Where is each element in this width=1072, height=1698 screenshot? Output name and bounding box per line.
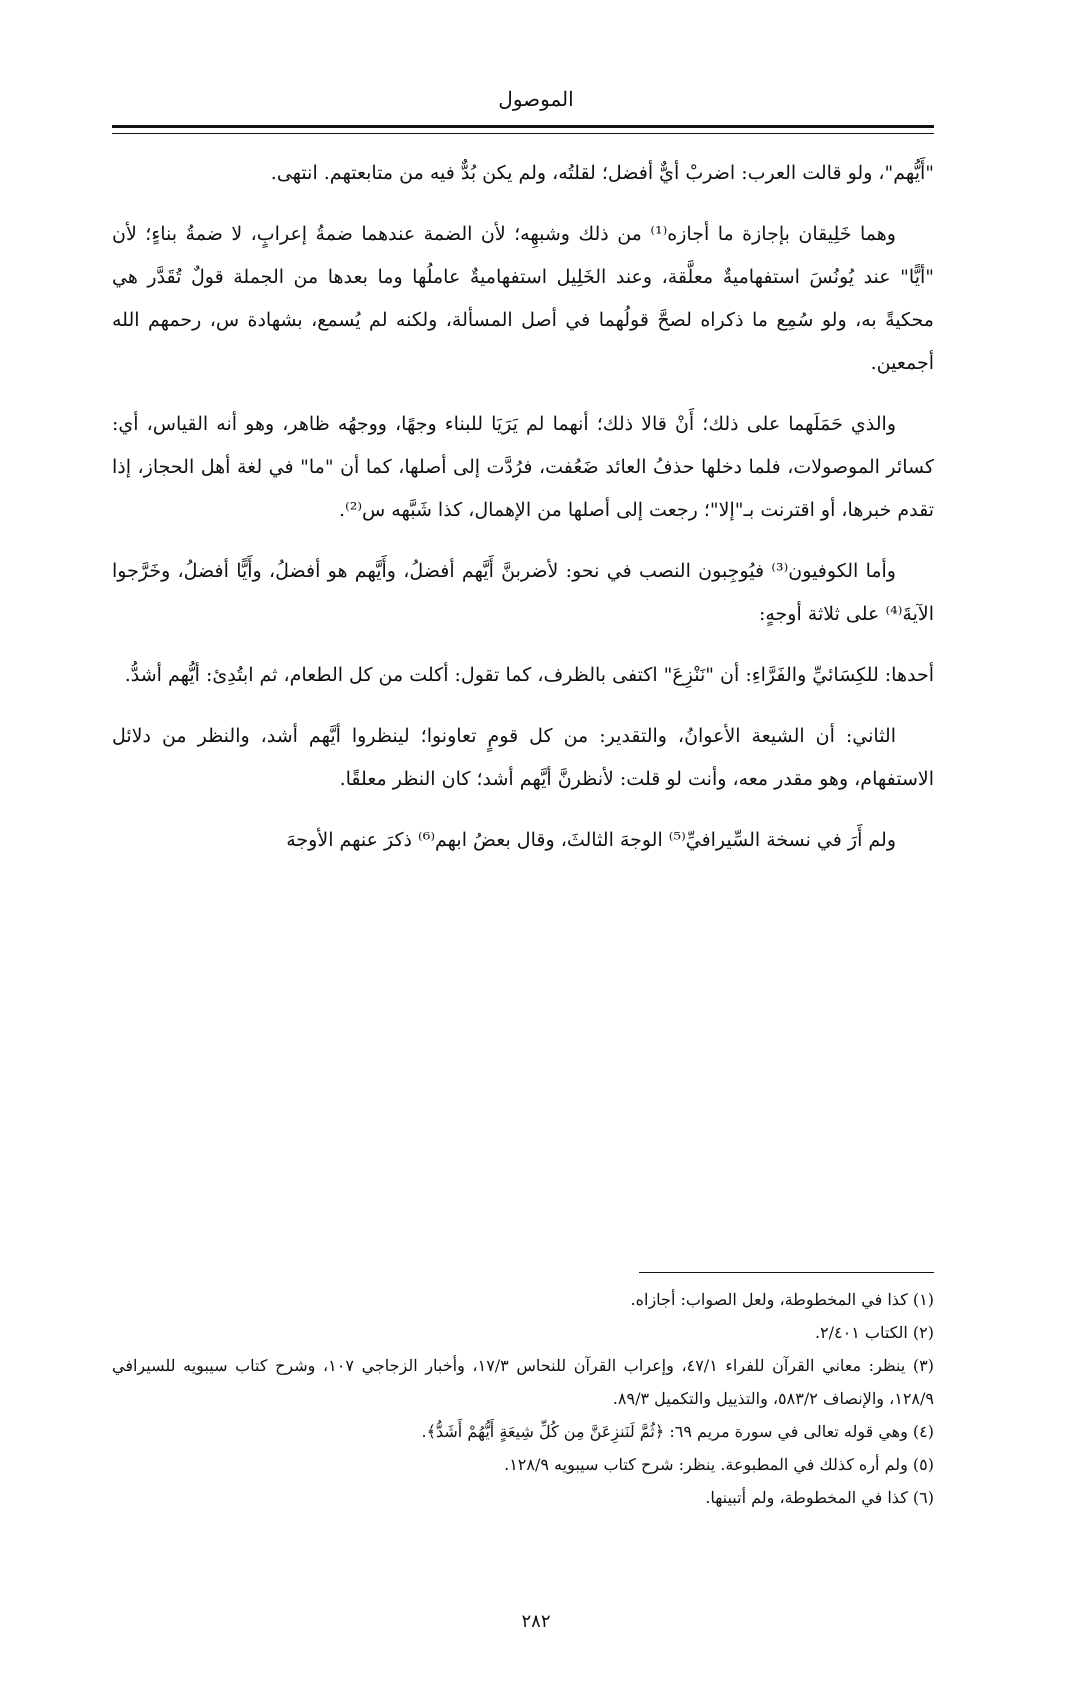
footnotes	[112, 1283, 934, 1514]
paragraph-1: "أَيُّهم"، ولو قالت العرب: اضربْ أيٌّ أفضل؛ لقلتُه، ولم يكن بُدٌّ فيه من متابعتهم. انتهى.	[270, 162, 934, 184]
paragraph-6: الثاني: أن الشيعة الأعوانُ، والتقدير: من كل قومٍ تعاونوا؛ لينظروا أيَّهم أشد، والنظر من دلائل الاستفهام، وهو مقدر معه، وأنت لو قلت: لأنظرنَّ أيَّهم أشد؛ كان النظر معلقًا.	[112, 725, 934, 790]
paragraph-4: وأما الكوفيون⁽³⁾ فيُوجِبون النصب في نحو: لأضربنَّ أَيَّهم أفضلُ، وأَيَّهم هو أفضلُ، وأَيًّا أفضلُ، وخَرَّجوا الآيةَ⁽⁴⁾ على ثلاثة أوجهٍ:	[112, 560, 934, 625]
footnote-6: (٦) كذا في المخطوطة، ولم أتبينها.	[705, 1488, 934, 1507]
page-number: ٢٨٢	[521, 1611, 551, 1632]
header-rule-thick	[112, 125, 934, 128]
header-rule-thin	[112, 133, 934, 134]
footnote-3: (٣) ينظر: معاني القرآن للفراء ٤٧/١، وإعراب القرآن للنحاس ١٧/٣، وأخبار الزجاجي ١٠٧، وشرح كتاب سيبويه للسيرافي ١٢٨/٩، والإنصاف ٥٨٣/٢، والتذييل والتكميل ٨٩/٣.	[112, 1356, 935, 1408]
footnote-4: (٤) وهي قوله تعالى في سورة مريم ٦٩: ﴿ثُمَّ لَنَنزِعَنَّ مِن كُلِّ شِيعَةٍ أَيُّهُمْ أَشَدُّ﴾.	[421, 1422, 934, 1441]
paragraph-2: وهما خَلِيقان بإجازة ما أجازه⁽¹⁾ من ذلك وشبهِه؛ لأن الضمة عندهما ضمةُ إعرابٍ، لا ضمةُ بناءٍ؛ لأن "أيًّا" عند يُونُسَ استفهاميةٌ معلَّقة، وعند الخَلِيل استفهاميةٌ عاملُها وما بعدها من الجملة قولٌ تُقَدَّر هي محكيةً به، ولو سُمِع ما ذكراه لصحَّ قولُهما في أصل المسألة، ولكنه لم يُسمع، بشهادة س، رحمهم الله أجمعين.	[112, 223, 934, 374]
footnote-1: (١) كذا في المخطوطة، ولعل الصواب: أجازاه.	[630, 1290, 934, 1309]
running-head: الموصول	[498, 87, 574, 111]
footnote-2: (٢) الكتاب ٢/٤٠١.	[814, 1323, 934, 1342]
footnote-5: (٥) ولم أره كذلك في المطبوعة. ينظر: شرح كتاب سيبويه ١٢٨/٩.	[504, 1455, 934, 1474]
paragraph-7: ولم أَرَ في نسخة السِّيرافيِّ⁽⁵⁾ الوجهَ الثالثَ، وقال بعضُ ابهم⁽⁶⁾ ذكرَ عنهم الأوجهَ	[286, 829, 896, 851]
footnote-separator	[639, 1272, 934, 1273]
body-text	[112, 152, 934, 880]
paragraph-5: أحدها: للكِسَائيِّ والفَرَّاءِ: أن "نَنْزِعَ" اكتفى بالظرف، كما تقول: أكلت من كل الطعام، ثم ابتُدِئ: أيُّهم أشدُّ.	[124, 664, 934, 686]
paragraph-3: والذي حَمَلَهما على ذلك؛ أَنْ قالا ذلك؛ أنهما لم يَرَيَا للبناء وجهًا، ووجهُه ظاهر، وهو أنه القياس، أي: كسائر الموصولات، فلما دخلها حذفُ العائد ضَعُفت، فرُدَّت إلى أصلها، كما أن "ما" في لغة أهل الحجاز، إذا تقدم خبرها، أو اقترنت بـ"إلا"؛ رجعت إلى أصلها من الإهمال، كذا شَبَّهه س⁽²⁾.	[112, 413, 934, 521]
